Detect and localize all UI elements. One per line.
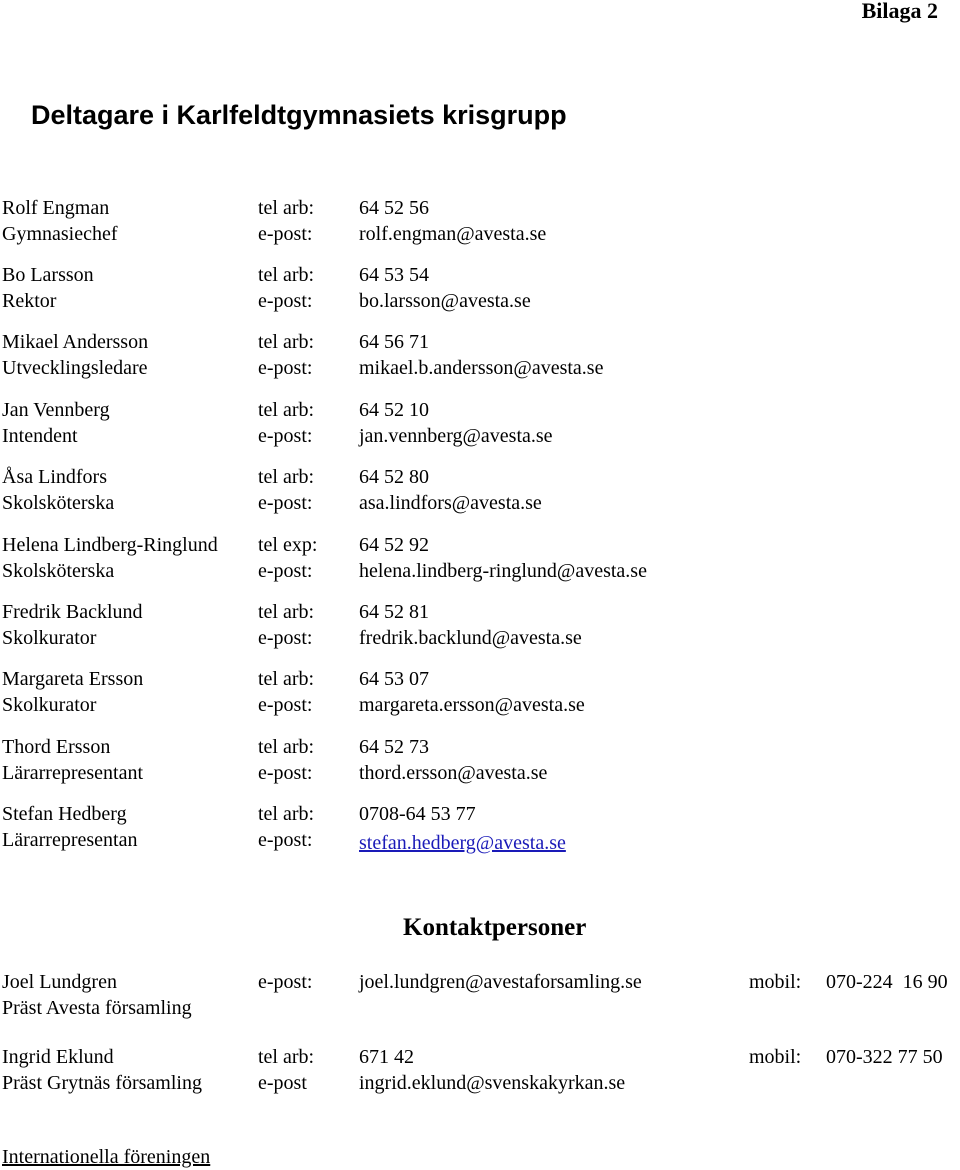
email-label: e-post: [258, 492, 313, 514]
email-label: e-post: [258, 971, 313, 993]
phone-label: tel arb: [258, 331, 315, 353]
phone-label: tel arb: [258, 466, 315, 488]
phone-number: 64 53 07 [359, 668, 429, 690]
email-label: e-post: [258, 223, 313, 245]
contact-name: Rolf Engman [2, 197, 110, 219]
mobile-label: mobil: [749, 971, 802, 993]
phone-number: 671 42 [359, 1046, 414, 1068]
contact-role: Lärarrepresentan [2, 829, 138, 851]
contact-name: Joel Lundgren [2, 971, 117, 993]
phone-label: tel arb: [258, 399, 315, 421]
email-label: e-post: [258, 425, 313, 447]
contact-name: Helena Lindberg-Ringlund [2, 534, 218, 556]
phone-number: 0708-64 53 77 [359, 803, 476, 825]
contact-name: Stefan Hedberg [2, 803, 127, 825]
contact-entry-rolf-engman [0, 195, 960, 247]
email-address: ingrid.eklund@svenskakyrkan.se [359, 1072, 626, 1094]
contact-name: Ingrid Eklund [2, 1046, 114, 1068]
phone-number: 64 52 92 [359, 534, 429, 556]
page-title: Deltagare i Karlfeldtgymnasiets krisgrupp [31, 100, 567, 130]
contact-role: Skolkurator [2, 627, 97, 649]
phone-number: 64 52 10 [359, 399, 429, 421]
section-link-internationella-foreningen: Internationella föreningen [2, 1146, 211, 1168]
contact-name: Jan Vennberg [2, 399, 110, 421]
contact-role: Utvecklingsledare [2, 357, 148, 379]
phone-number: 64 52 81 [359, 601, 429, 623]
contact-entry-helena-lindberg-ringlund [0, 532, 960, 584]
phone-label: tel exp: [258, 534, 318, 556]
contact-role: Skolkurator [2, 694, 97, 716]
phone-number: 64 52 80 [359, 466, 429, 488]
email-label: e-post: [258, 694, 313, 716]
contact-role: Gymnasiechef [2, 223, 118, 245]
contact-role: Präst Avesta församling [2, 997, 192, 1019]
email-link[interactable]: stefan.hedberg@avesta.se [359, 832, 566, 854]
email-address: mikael.b.andersson@avesta.se [359, 357, 604, 379]
contact-name: Fredrik Backlund [2, 601, 143, 623]
phone-label: tel arb: [258, 736, 315, 758]
email-label: e-post: [258, 357, 313, 379]
contact-name: Margareta Ersson [2, 668, 144, 690]
email-address: joel.lundgren@avestaforsamling.se [359, 971, 642, 993]
contact-entry-joel-lundgren [0, 969, 960, 1021]
email-label: e-post: [258, 829, 313, 851]
contact-entry-bo-larsson [0, 262, 960, 314]
email-address: fredrik.backlund@avesta.se [359, 627, 582, 649]
contact-role: Skolsköterska [2, 560, 115, 582]
mobile-number: 070-322 77 50 [826, 1046, 943, 1068]
phone-number: 64 56 71 [359, 331, 429, 353]
contact-entry-mikael-andersson [0, 329, 960, 381]
contact-role: Präst Grytnäs församling [2, 1072, 202, 1094]
phone-label: tel arb: [258, 264, 315, 286]
contact-role: Rektor [2, 290, 57, 312]
mobile-number: 070-224 16 90 [826, 971, 948, 993]
contact-name: Thord Ersson [2, 736, 111, 758]
email-address: rolf.engman@avesta.se [359, 223, 547, 245]
email-address: jan.vennberg@avesta.se [359, 425, 553, 447]
mobile-label: mobil: [749, 1046, 802, 1068]
contact-entry-asa-lindfors [0, 464, 960, 516]
email-address: bo.larsson@avesta.se [359, 290, 531, 312]
phone-label: tel arb: [258, 668, 315, 690]
section-heading-kontaktpersoner: Kontaktpersoner [403, 914, 587, 941]
contact-role: Intendent [2, 425, 78, 447]
contact-name: Bo Larsson [2, 264, 94, 286]
contact-entry-ingrid-eklund [0, 1044, 960, 1096]
email-label: e-post: [258, 560, 313, 582]
phone-label: tel arb: [258, 601, 315, 623]
email-label: e-post [258, 1072, 307, 1094]
contact-entry-thord-ersson [0, 734, 960, 786]
contact-role: Lärarrepresentant [2, 762, 144, 784]
email-address: margareta.ersson@avesta.se [359, 694, 585, 716]
contact-role: Skolsköterska [2, 492, 115, 514]
phone-label: tel arb: [258, 803, 315, 825]
contact-entry-margareta-ersson [0, 666, 960, 718]
phone-label: tel arb: [258, 197, 315, 219]
email-address: helena.lindberg-ringlund@avesta.se [359, 560, 647, 582]
phone-number: 64 52 56 [359, 197, 429, 219]
email-label: e-post: [258, 290, 313, 312]
phone-number: 64 53 54 [359, 264, 429, 286]
contact-name: Mikael Andersson [2, 331, 149, 353]
email-label: e-post: [258, 762, 313, 784]
email-label: e-post: [258, 627, 313, 649]
contact-name: Åsa Lindfors [2, 466, 107, 488]
contact-entry-fredrik-backlund [0, 599, 960, 651]
contact-entry-jan-vennberg [0, 397, 960, 449]
phone-label: tel arb: [258, 1046, 315, 1068]
contact-entry-stefan-hedberg [0, 801, 960, 853]
appendix-label: Bilaga 2 [861, 0, 938, 23]
phone-number: 64 52 73 [359, 736, 429, 758]
email-address: asa.lindfors@avesta.se [359, 492, 542, 514]
email-address: thord.ersson@avesta.se [359, 762, 548, 784]
